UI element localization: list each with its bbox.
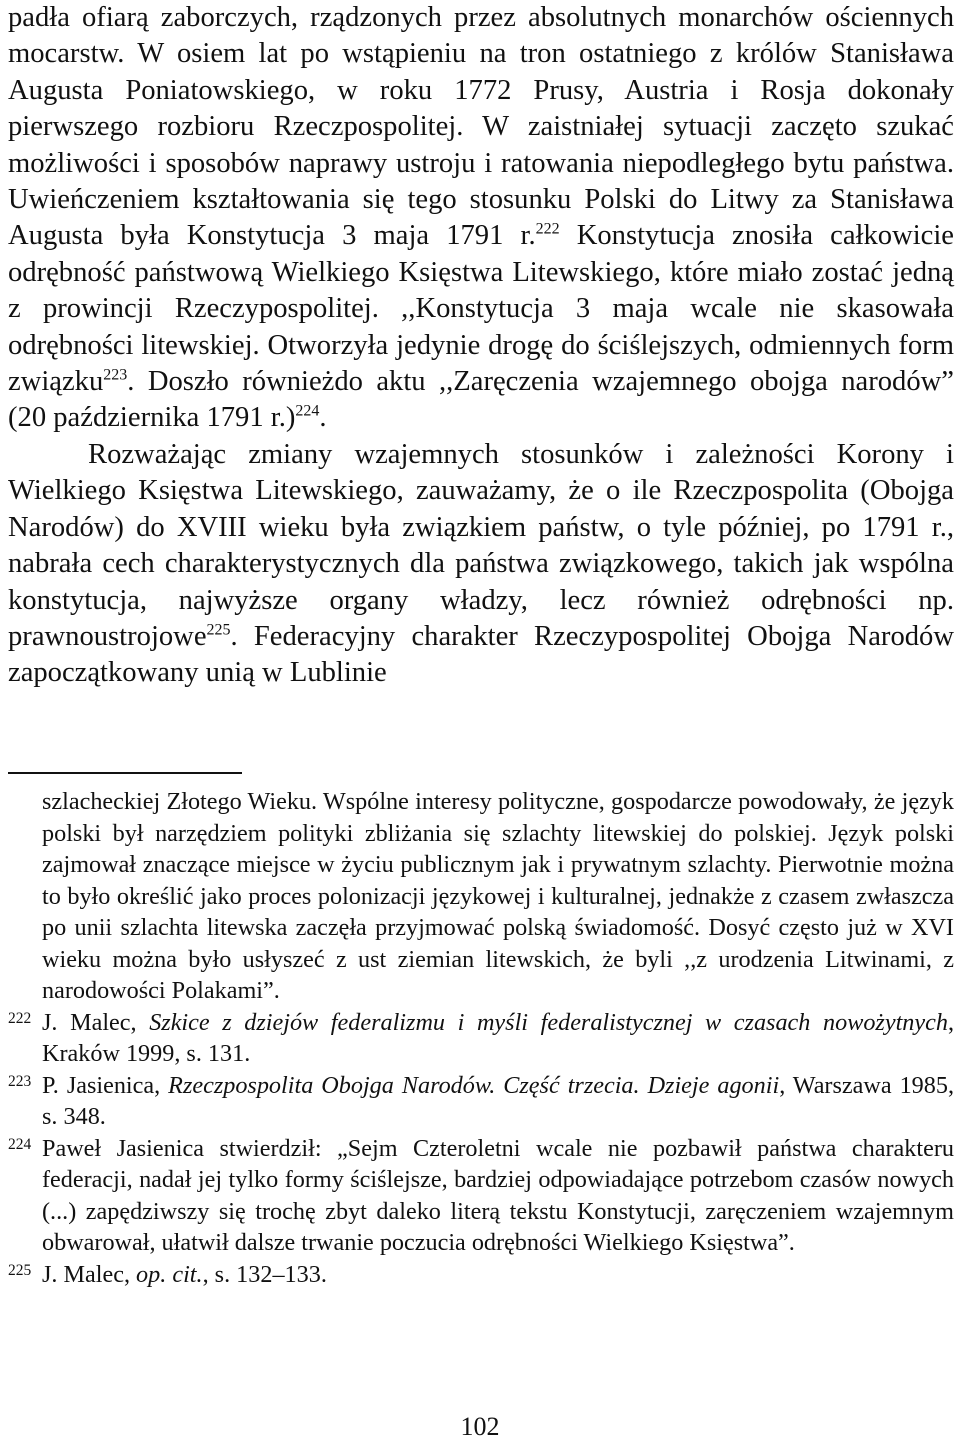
citation-abbrev: op. cit. [136,1260,203,1288]
paragraph-2 [8,437,954,692]
text-run: , Kraków 1999, s. 131. [42,1008,954,1067]
text-run: J. Malec, [42,1008,150,1036]
footnote-continuation [8,786,954,1007]
footnote-number: 225 [8,1261,32,1279]
text-run: . Doszło równieżdo aktu ,,Zaręczenia wzajemnego obojga narodów” (20 października 1791 r.) [8,366,954,434]
text-run: Paweł Jasienica stwierdził: „Sejm Czteroletni wcale nie pozbawił państwa charakteru federacji, nadał jej tylko formy ściślejsze, bardziej odpowiadające potrzebom czasów nowych (...) zapędziwszy się trochę zbyt daleko literą tekstu Konstytucji, zaręczeniem wzajemnym obwarował, ułatwił dalsze trwanie poczucia odrębności Wielkiego Księstwa”. [42,1134,954,1256]
footnote-ref-223[interactable]: 223 [103,366,128,384]
footnote-number: 222 [8,1009,32,1027]
text-run: padła ofiarą zaborczych, rządzonych przez absolutnych monarchów ościennych mocarstw. W osiem lat po wstąpieniu na tron ostatniego z królów Stanisława Augusta Poniatowskiego, w roku 1772 Prusy, Austria i Rosja dokonały pierwszego rozbioru Rzeczpospolitej. W zaistniałej sytuacji zaczęto szukać możliwości i sposobów naprawy ustroju i ratowania niepodległego bytu państwa. Uwieńczeniem kształtowania się tego stosunku Polski do Litwy za Stanisława Augusta była Konstytucja 3 maja 1791 r. [8,2,954,252]
footnote-separator [8,772,242,774]
footnote-222 [8,1007,954,1070]
paragraph-1 [8,0,954,437]
text-run: Rozważając zmiany wzajemnych stosunków i zależności Korony i Wielkiego Księstwa Litewskiego, zauważamy, że o ile Rzeczpospolita (Obojga Narodów) do XVIII wieku była związkiem państw, o tyle później, po 1791 r., nabrała cech charakterystycznych dla państwa związkowego, takich jak wspólna konstytucja, najwyższe organy władzy, lecz również odrębności np. prawnoustrojowe [8,438,954,652]
footnote-225 [8,1259,954,1291]
citation-title: Rzeczpospolita Obojga Narodów. Część trzecia. Dzieje agonii [168,1071,780,1099]
footnote-ref-224[interactable]: 224 [295,402,320,420]
text-run: Konstytucja znosiła całkowicie odrębność państwową Wielkiego Księstwa Litewskiego, które miało zostać jedną z prowincji Rzeczypospolitej. ,,Konstytucja 3 maja wcale nie skasowała odrębności litewskiej. Otworzyła jedynie drogę do ściślejszych, odmiennych form związku [8,220,954,398]
main-text [8,0,954,692]
text-run: . Federacyjny charakter Rzeczypospolitej Obojga Narodów zapoczątkowany unią w Lublinie [8,620,954,689]
text-run: , s. 132–133. [202,1260,327,1288]
citation-title: Szkice z dziejów federalizmu i myśli federalistycznej w czasach nowożytnych [149,1008,948,1036]
footnote-ref-222[interactable]: 222 [535,220,560,238]
page-number: 102 [460,1412,500,1441]
footnote-ref-225[interactable]: 225 [206,621,231,639]
text-run: J. Malec, [42,1260,137,1288]
text-run: P. Jasienica, [42,1071,169,1099]
text-run: . [319,402,327,434]
footnotes [8,786,954,1290]
text-run: szlacheckiej Złotego Wieku. Wspólne interesy polityczne, gospodarcze powodowały, że język polski był narzędziem polityki zbliżania się szlachty litewskiej do polskiej. Język polski zajmował znaczące miejsce w życiu publicznym jak i prywatnym szlachty. Pierwotnie można to było określić jako proces polonizacji językowej i kulturalnej, jednakże z czasem zwłaszcza po unii szlachta litewska zaczęła przyjmować polską świadomość. Dosyć często już w XVI wieku można było usłyszeć z ust ziemian litewskich, że byli ,,z urodzenia Litwinami, z narodowości Polakami”. [42,788,954,1004]
footnote-224 [8,1133,954,1259]
footnote-number: 223 [8,1072,32,1090]
text-run: , Warszawa 1985, s. 348. [42,1071,954,1130]
footnote-223 [8,1070,954,1133]
footnote-number: 224 [8,1135,32,1153]
